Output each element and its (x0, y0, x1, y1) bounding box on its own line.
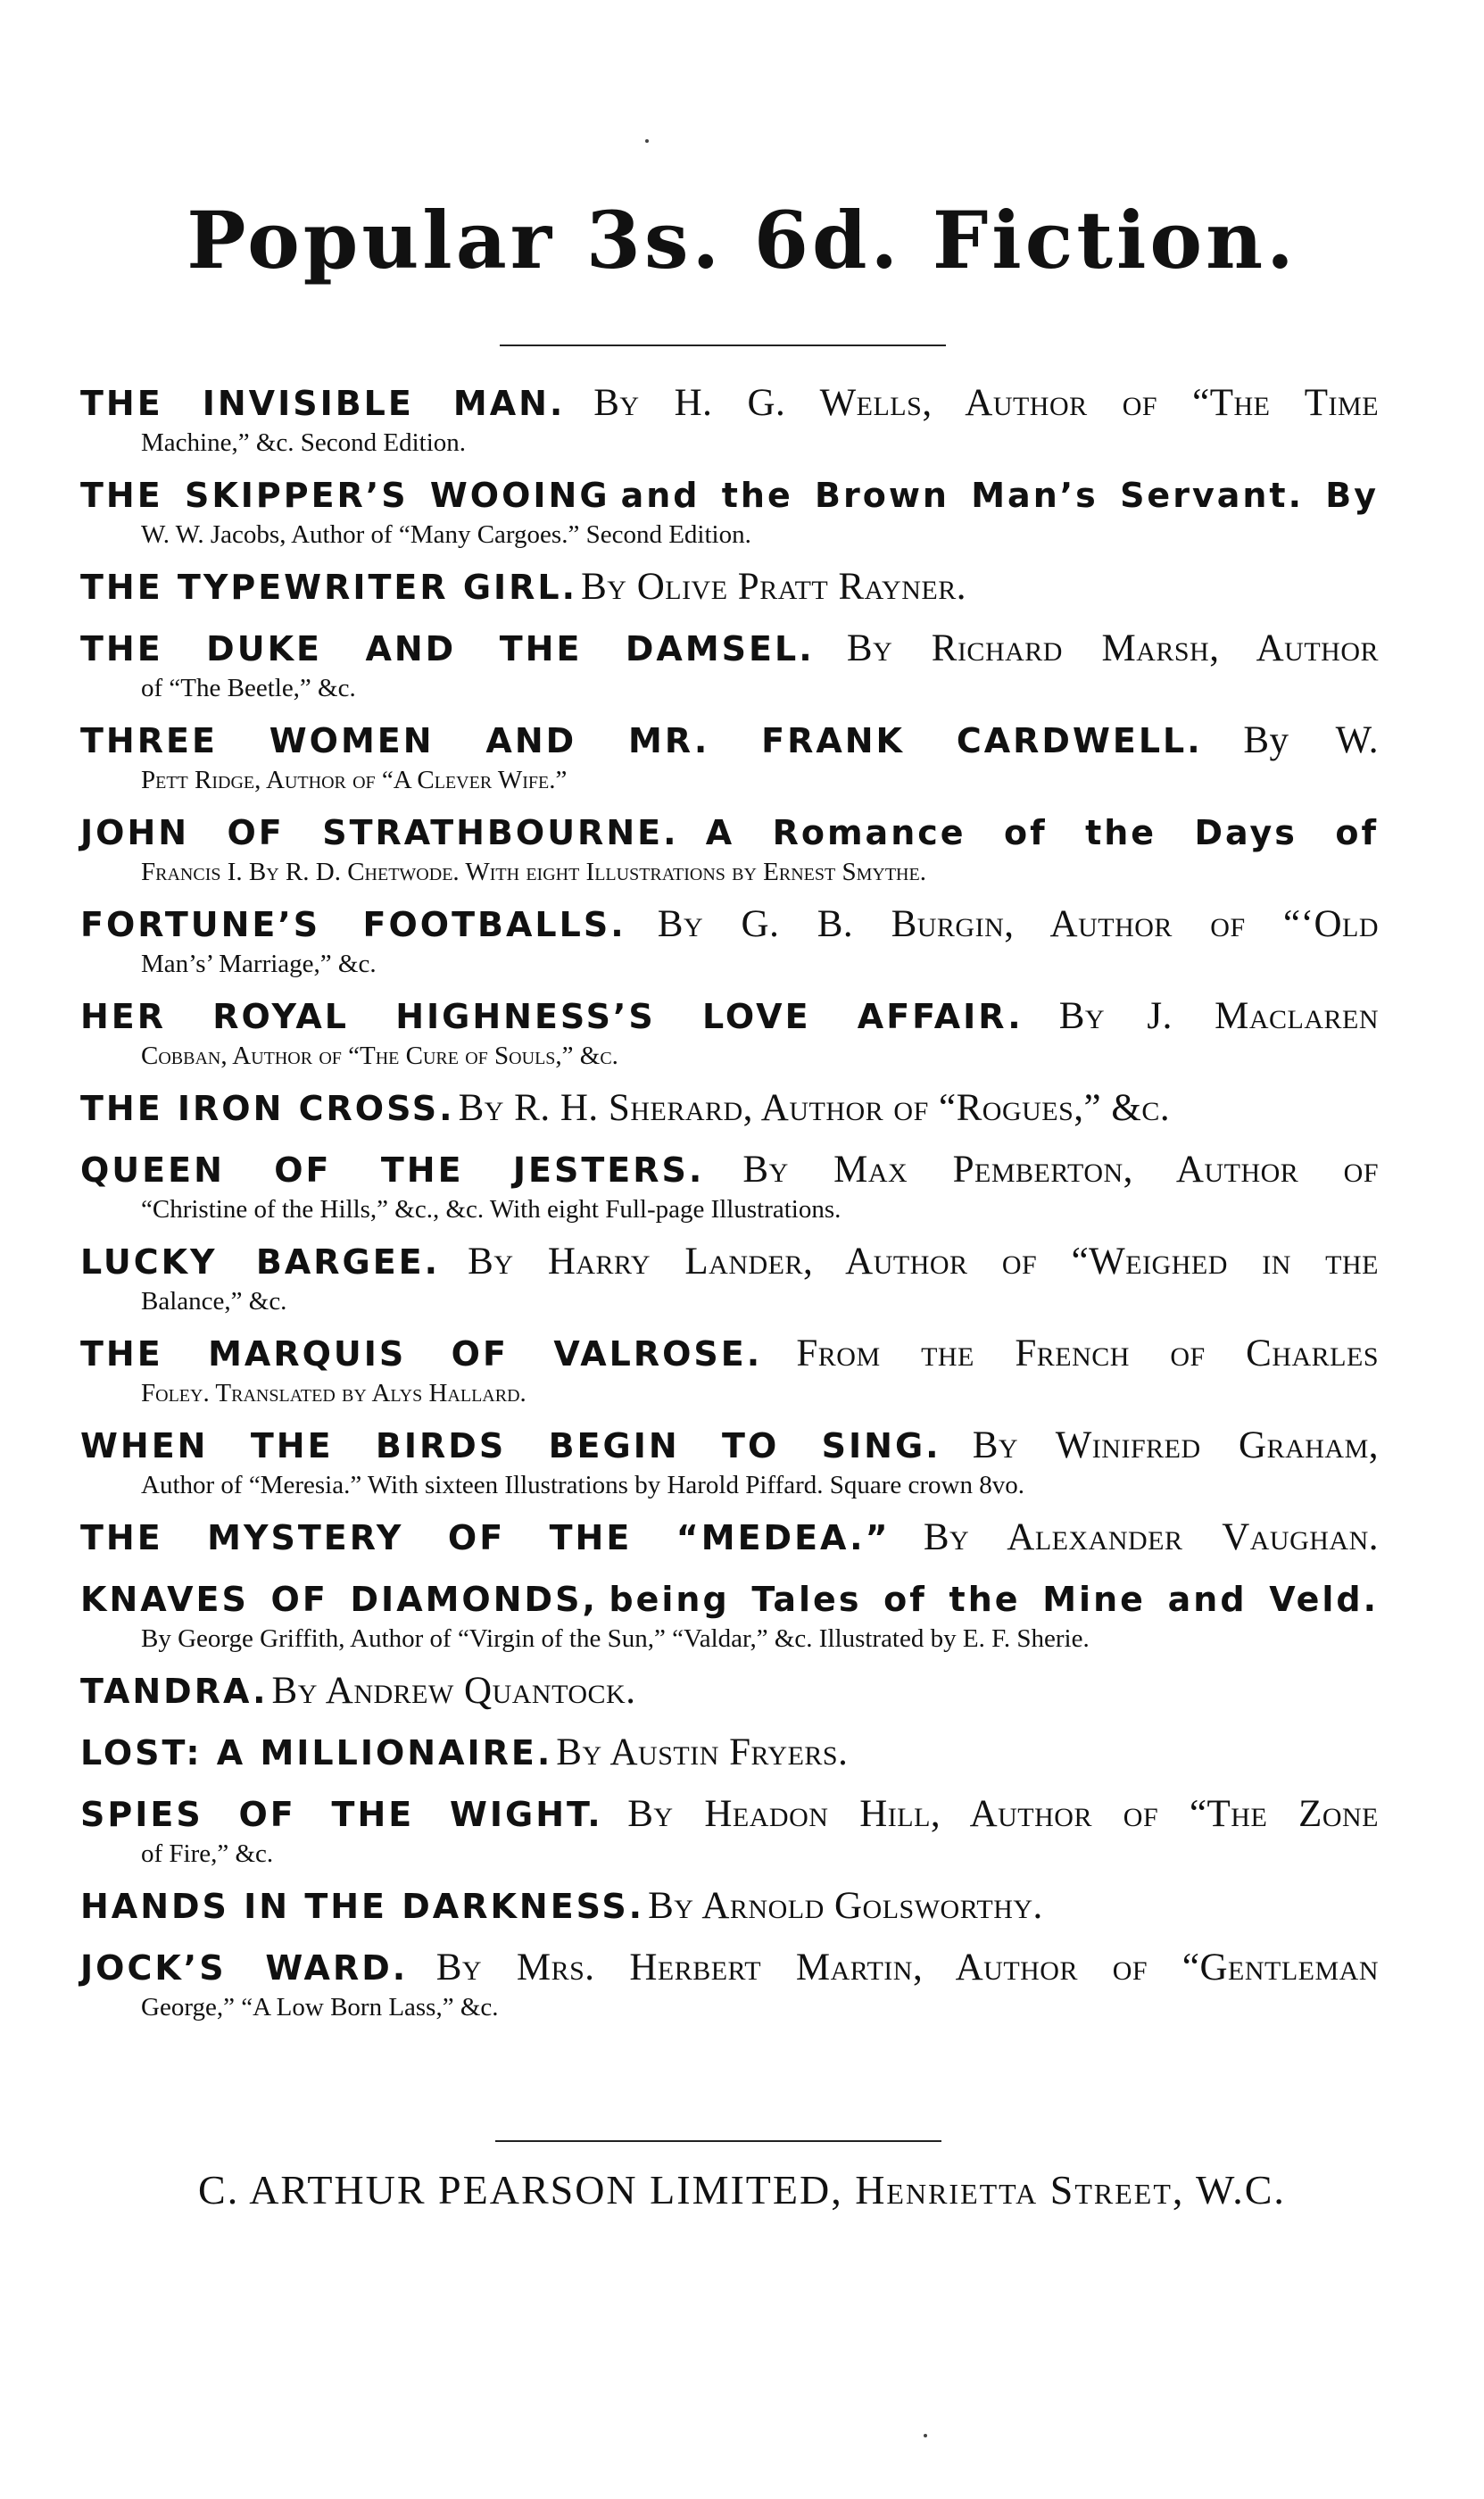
book-details: Machine,” &c. Second Edition. (141, 428, 467, 457)
book-byline: By Olive Pratt Rayner. (581, 566, 966, 608)
book-byline: By Alexander Vaughan. (923, 1516, 1380, 1558)
book-title: QUEEN OF THE JESTERS. (80, 1150, 705, 1190)
book-entry (80, 1944, 1379, 2022)
book-byline: By R. H. Sherard, Author of “Rogues,” &c. (458, 1087, 1171, 1129)
footer-divider (495, 2140, 941, 2142)
book-byline: and the Brown Man’s Servant. By (620, 476, 1380, 515)
book-entry (80, 809, 1379, 887)
book-byline: By Richard Marsh, Author (846, 627, 1379, 669)
book-title: TANDRA. (80, 1672, 269, 1711)
book-byline: By Mrs. Herbert Martin, Author of “Gentleman (435, 1947, 1379, 1988)
book-byline: being Tales of the Mine and Veld. (609, 1580, 1380, 1619)
book-title: THE IRON CROSS. (80, 1089, 455, 1128)
book-entry (80, 379, 1379, 458)
book-byline: By G. B. Burgin, Author of “‘Old (657, 903, 1380, 945)
book-byline: By Max Pemberton, Author of (742, 1149, 1380, 1191)
book-details: Francis I. By R. D. Chetwode. With eight Illustrations by Ernest Smythe. (141, 858, 926, 886)
book-entry (80, 1882, 1379, 1930)
book-details: Pett Ridge, Author of “A Clever Wife.” (141, 766, 568, 794)
book-entry (80, 1238, 1379, 1316)
book-title: THE MARQUIS OF VALROSE. (80, 1334, 763, 1374)
book-title: WHEN THE BIRDS BEGIN TO SING. (80, 1426, 941, 1465)
book-title: THE TYPEWRITER GIRL. (80, 568, 578, 607)
book-byline: By Arnold Golsworthy. (648, 1885, 1043, 1927)
print-speck (645, 139, 649, 143)
book-byline: By Austin Fryers. (556, 1731, 849, 1773)
book-details: Foley. Translated by Alys Hallard. (141, 1379, 526, 1407)
book-title: THREE WOMEN AND MR. FRANK CARDWELL. (80, 721, 1203, 760)
book-byline: By Andrew Quantock. (271, 1670, 636, 1712)
page-title: Popular 3s. 6d. Fiction. (187, 194, 1297, 286)
book-title: HER ROYAL HIGHNESS’S LOVE AFFAIR. (80, 997, 1024, 1036)
book-details: “Christine of the Hills,” &c., &c. With eight Full-page Illustrations. (141, 1195, 841, 1224)
book-details: By George Griffith, Author of “Virgin of the Sun,” “Valdar,” &c. Illustrated by E. F. Sherie. (141, 1624, 1090, 1653)
book-details: W. W. Jacobs, Author of “Many Cargoes.” Second Edition. (141, 520, 751, 549)
book-entry (80, 625, 1379, 703)
book-title: THE DUKE AND THE DAMSEL. (80, 629, 815, 668)
book-entry (80, 901, 1379, 979)
book-details: of “The Beetle,” &c. (141, 674, 356, 702)
book-byline: By Winifred Graham, (972, 1424, 1380, 1466)
book-title: THE INVISIBLE MAN. (80, 384, 566, 423)
book-details: George,” “A Low Born Lass,” &c. (141, 1993, 499, 2022)
book-entry (80, 1330, 1379, 1408)
book-byline: By Harry Lander, Author of “Weighed in the (468, 1241, 1380, 1283)
book-entry (80, 1667, 1379, 1715)
book-byline: From the French of Charles (796, 1333, 1380, 1374)
print-speck (924, 2434, 927, 2437)
title-divider (500, 345, 946, 346)
book-title: FORTUNE’S FOOTBALLS. (80, 905, 626, 944)
book-list (80, 379, 1379, 2036)
book-title: SPIES OF THE WIGHT. (80, 1795, 603, 1834)
book-byline: By W. (1243, 719, 1380, 761)
book-entry (80, 1575, 1379, 1654)
book-details: Balance,” &c. (141, 1287, 287, 1316)
book-entry (80, 563, 1379, 611)
book-entry (80, 1084, 1379, 1133)
book-title: JOHN OF STRATHBOURNE. (80, 813, 679, 852)
book-entry (80, 1514, 1379, 1562)
book-byline: By H. G. Wells, Author of “The Time (593, 382, 1380, 424)
book-entry (80, 992, 1379, 1071)
book-byline: By Headon Hill, Author of “The Zone (627, 1793, 1380, 1835)
book-entry (80, 1422, 1379, 1500)
book-entry (80, 1146, 1379, 1225)
book-title: LOST: A MILLIONAIRE. (80, 1733, 553, 1773)
book-entry (80, 471, 1379, 550)
book-byline: By J. Maclaren (1058, 995, 1380, 1037)
book-details: Cobban, Author of “The Cure of Souls,” &c. (141, 1042, 618, 1070)
book-details: Man’s’ Marriage,” &c. (141, 950, 377, 978)
book-title: HANDS IN THE DARKNESS. (80, 1887, 645, 1926)
book-byline: A Romance of the Days of (705, 813, 1379, 852)
book-entry (80, 1729, 1379, 1777)
book-title: THE MYSTERY OF THE “MEDEA.” (80, 1518, 891, 1557)
book-details: Author of “Meresia.” With sixteen Illustrations by Harold Piffard. Square crown 8vo. (141, 1471, 1024, 1499)
book-details: of Fire,” &c. (141, 1839, 274, 1868)
book-title: THE SKIPPER’S WOOING (80, 476, 610, 515)
book-title: JOCK’S WARD. (80, 1948, 409, 1988)
publisher-imprint: C. ARTHUR PEARSON LIMITED, Henrietta Street, W.C. (198, 2167, 1286, 2213)
book-entry (80, 1790, 1379, 1869)
book-title: KNAVES OF DIAMONDS, (80, 1580, 598, 1619)
book-title: LUCKY BARGEE. (80, 1242, 441, 1282)
book-entry (80, 717, 1379, 795)
